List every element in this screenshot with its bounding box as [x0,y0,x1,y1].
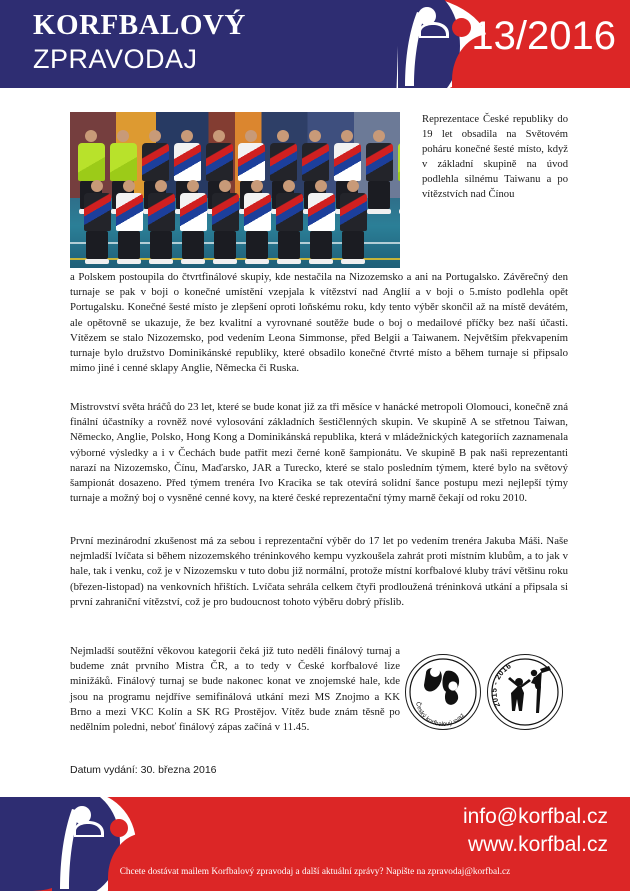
newsletter-title-line2: ZPRAVODAJ [33,44,198,74]
emblem-left-label: Český korfbalový svaz [414,701,467,729]
article-paragraph-1 [70,270,568,387]
svg-text:Český korfbalový svaz [414,701,466,728]
paragraph-text: Mistrovství světa hráčů do 23 let, které se bude konat již za tři měsíce v hanácké metropoli Olomouci, konečně zná finální účastníky a rovněž nové vylosování základních šestičlenných skupin. Ve skupině A se střetnou Taiwan, Německo, Anglie, Polsko, Hong Kong a Dominikánská republika, která v mládežnických kategoriích zaznamenala výborné výsledky a i v Čechách bude patřit mezi černé koně šampionátu. Ve skupině B pak naši reprezentanti narazí na Nizozemsko, Čínu, Maďarsko, JAR a Turecko, které se stalo posledním týmem, které bylo na světový šampionát dosazeno. Před týmem trenéra Ivo Kracika se tak otevírá solidní šance postupu mezi nejlepší týmy turnaje a možný boj o vysněné cenné kovy, na které české reprezentační týmy marně čekají od roku 2010. [70,401,568,505]
article-paragraph-2 [70,400,568,517]
emblem-left-graphic [406,655,480,729]
korfball-player-logo-icon [395,2,467,88]
photo-player [146,180,176,264]
photo-player [210,180,240,264]
photo-player [114,180,144,264]
newsletter-title-line1: KORFBALOVÝ [33,9,246,41]
photo-player [242,180,272,264]
photo-player [274,180,304,264]
intro-row [70,112,568,272]
czech-korfball-federation-emblem [405,654,481,730]
photo-player [82,180,112,264]
emblem-right-label: 2015 - 2016 [489,661,513,709]
paragraph-text: Nejmladší soutěžní věkovou kategorii čeká již tuto neděli finálový turnaj a budeme znát prvního Mistra ČR, a to tedy v České korfbalové lize minižáků. Finálový turnaj se bude nakonec konat ve znojemské hale, kde jsou na programu nejdříve semifinálová utkání mezi MS Znojmo a KK Brno a mezi VKC Kolín a SK RG Prostějov. Vítěz bude znám těsně po nedělním poledni, neboť finálový zápas začíná v 11.45. [70,645,400,734]
article-paragraph-4 [70,644,400,746]
photo-front-row [70,180,368,264]
article-intro-text: Reprezentace České republiky do 19 let obsadila na Světovém poháru konečné šesté místo, když v základní skupině na úvod podlehla silnému Taiwanu a po vítězstvích nad Čínou [422,114,568,201]
article-paragraph-3 [70,534,568,621]
footer-website-link[interactable]: www.korfbal.cz [467,833,608,856]
emblem-group [405,654,565,734]
korfball-player-logo-icon [50,799,120,891]
svg-text:2015 - 2016 [490,661,513,709]
article-content [0,88,630,788]
emblem-right-graphic [488,655,562,729]
photo-player [178,180,208,264]
footer-subscribe-note: Chcete dostávat mailem Korfbalový zpravodaj a další aktuální zprávy? Napište na zpravodaj@korfbal.cz [119,867,511,877]
photo-player [306,180,336,264]
page-header [0,0,630,88]
publication-date: Datum vydání: 30. března 2016 [70,764,217,776]
page-footer [0,797,630,891]
team-photo [70,112,400,268]
photo-player [338,180,368,264]
footer-email[interactable]: info@korfbal.cz [462,805,608,828]
photo-player [396,130,400,214]
paragraph-text: První mezinárodní zkušenost má za sebou i reprezentační výběr do 17 let po vedením trenéra Jakuba Máši. Naše nejmladší lvíčata si během nizozemského tréninkového kempu vyzkoušela zahrát proti místním klubům, a to jak v hale, tak i venku, což je v Nizozemsku v tuto dobu již normální, protože místní korfbalové kluby tráví většinu roku (březen-listopad) na venkovních hřištích. Lvíčata sehrála celkem čtyři prodloužená tréninková utkání a připsala si první zahraniční vítězství, což je pro budoucnost tohoto výběru dobrý příslib. [70,535,568,608]
issue-number: 13/2016 [471,14,616,58]
season-2015-2016-emblem [487,654,563,730]
photo-player [364,130,394,214]
paragraph-text: a Polskem postoupila do čtvrtfinálové skupiy, kde nestačila na Nizozemsko a ani na Portugalsko. Závěrečný den turnaje se pak v boji o konečné umístění vzepjala k vítězství nad Anglií a v boji o 5.místo podlehla opět Portugalsku. Konečné šesté místo je zlepšení oproti loňskému roku, kdy tento výběr skončil až na místě devátém, ale opětovně se ukazuje, že bez kvalitní a vyrovnané soutěže bude o boj o medailové příčky bez naší účasti. Vítězem se stalo Nizozemsko, pod vedením Leona Simmonse, před Belgii a Taiwanem. Největším překvapením turnaje bylo družstvo Dominikánské republiky, které obsadilo konečné čtvrté místo a během turnaje si připsalo mimo jiné i cenné sklapy Anglie, Německa či Ruska. [70,271,568,375]
